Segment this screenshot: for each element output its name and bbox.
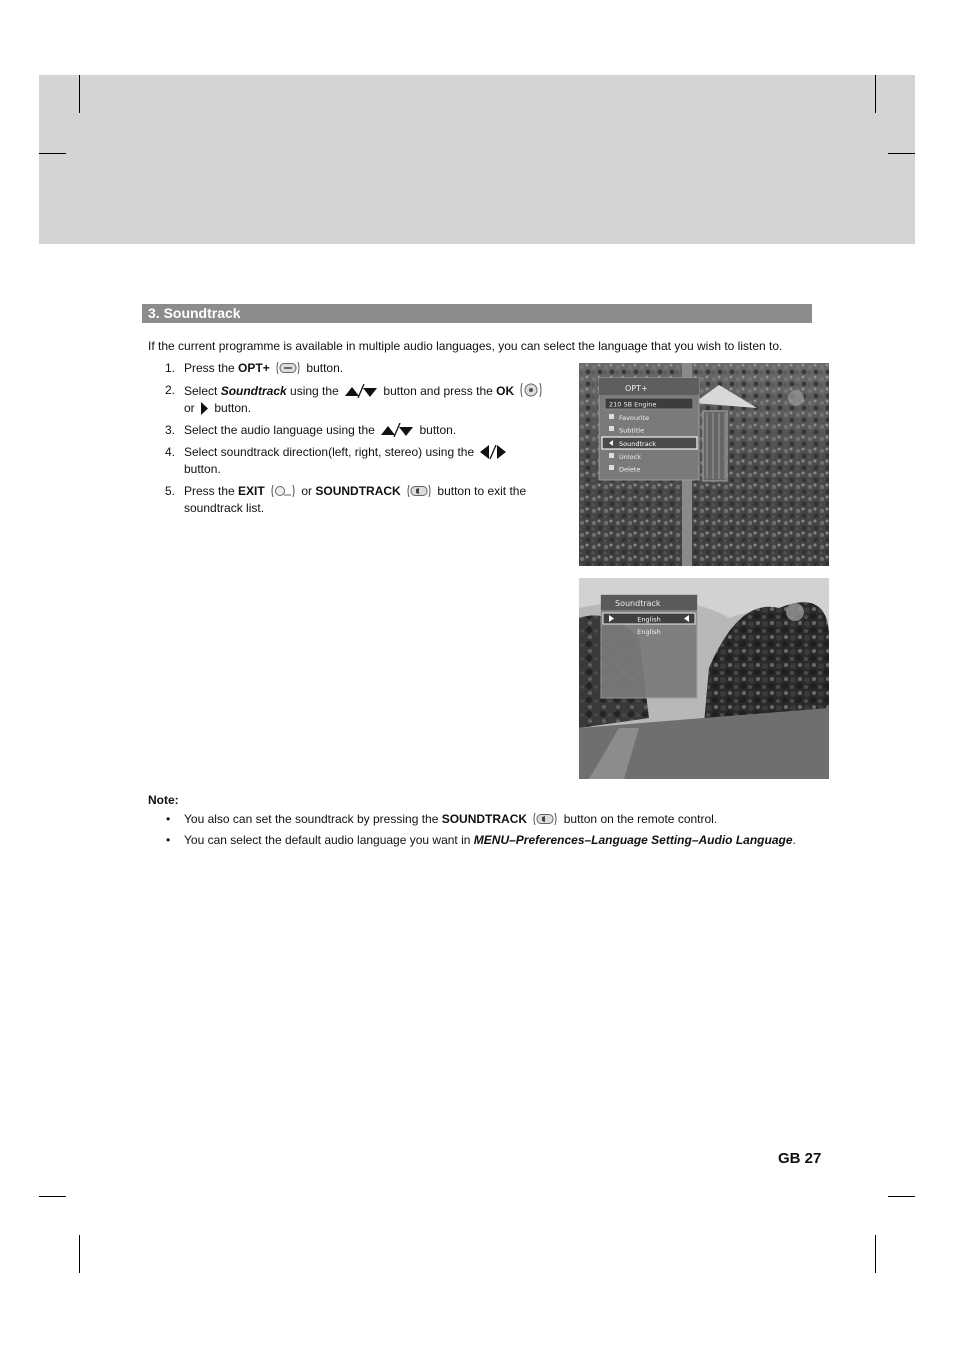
opt-menu-screenshot: [579, 363, 829, 566]
crop-mark: [79, 75, 80, 113]
step-text: button to exit the soundtrack list.: [184, 484, 527, 515]
soundtrack-language-selector: [603, 613, 695, 624]
note-text: You also can set the soundtrack by pressing the: [184, 812, 442, 826]
key-name: OPT+: [238, 361, 270, 375]
opt-plus-button-icon: [275, 361, 301, 375]
step-number: 1.: [165, 361, 176, 375]
key-name: SOUNDTRACK: [441, 812, 528, 826]
step-text: Select soundtrack direction(left, right, stereo) using the: [184, 445, 478, 459]
crop-mark: [39, 153, 66, 154]
step-text: button.: [416, 423, 457, 437]
step-number: 3.: [165, 423, 176, 437]
exit-button-icon: [270, 484, 296, 498]
header-band: [39, 75, 915, 244]
step-3: [160, 422, 560, 439]
opt-menu-item-soundtrack: [602, 437, 697, 449]
soundtrack-dialog-title: Soundtrack: [615, 599, 661, 608]
note-title: Note:: [148, 793, 179, 807]
bullet-dot: •: [166, 833, 171, 847]
crop-mark: [888, 1196, 915, 1197]
crop-mark: [888, 153, 915, 154]
opt-menu-screen: [579, 363, 829, 566]
note-text: .: [792, 833, 796, 847]
svg-text:Unlock: Unlock: [619, 453, 641, 461]
step-text: button.: [211, 401, 252, 415]
crop-mark: [79, 1235, 80, 1273]
step-text: using the: [286, 384, 343, 398]
up-down-arrow-icon: [344, 384, 378, 398]
step-text: or: [184, 401, 199, 415]
crop-mark: [875, 75, 876, 113]
svg-text:English: English: [637, 615, 661, 624]
step-text: or: [298, 484, 316, 498]
key-name: OK: [496, 384, 515, 398]
step-4: [160, 444, 560, 478]
step-number: 5.: [165, 484, 176, 498]
step-number: 4.: [165, 445, 176, 459]
steps-list: [160, 360, 560, 522]
soundtrack-button-icon: [532, 812, 558, 826]
crop-mark: [875, 1235, 876, 1273]
svg-text:Soundtrack: Soundtrack: [619, 440, 657, 448]
page-number: GB 27: [778, 1150, 822, 1167]
soundtrack-language-option: English: [637, 628, 661, 636]
section-title: 3. Soundtrack: [142, 304, 812, 323]
svg-text:Favourite: Favourite: [619, 414, 650, 422]
opt-menu-title: OPT+: [625, 384, 648, 393]
key-name: EXIT: [238, 484, 265, 498]
soundtrack-button-icon: [406, 484, 432, 498]
step-text: Select: [184, 384, 221, 398]
soundtrack-screenshot: [579, 578, 829, 779]
key-name: SOUNDTRACK: [315, 484, 401, 498]
svg-text:Delete: Delete: [619, 465, 641, 474]
opt-menu-channel: 210 SB Engine: [609, 400, 657, 409]
step-text: button and press the: [380, 384, 497, 398]
step-text: button.: [184, 462, 221, 476]
step-1: [160, 360, 560, 377]
note-section: [148, 792, 808, 853]
intro-text: If the current programme is available in multiple audio languages, you can select the language that you wish to listen to.: [148, 339, 783, 353]
menu-item-name: Soundtrack: [220, 384, 287, 398]
note-bullet-2: [148, 832, 808, 848]
up-down-arrow-icon: [380, 423, 414, 437]
step-text: Select the audio language using the: [184, 423, 379, 437]
note-text: button on the remote control.: [560, 812, 718, 826]
soundtrack-screen: [579, 578, 829, 779]
bullet-dot: •: [166, 812, 171, 826]
step-text: button.: [303, 361, 344, 375]
crop-mark: [39, 1196, 66, 1197]
note-bullet-1: [148, 811, 808, 827]
right-arrow-icon: [200, 402, 209, 415]
step-2: [160, 382, 560, 417]
step-text: Press the: [184, 361, 239, 375]
step-5: [160, 483, 560, 517]
ok-button-icon: [520, 382, 542, 398]
left-right-arrow-icon: [479, 445, 507, 459]
note-text: You can select the default audio language you want in: [184, 833, 474, 847]
menu-path: MENU–Preferences–Language Setting–Audio Language: [473, 833, 793, 847]
step-number: 2.: [165, 383, 176, 397]
step-text: Press the: [184, 484, 239, 498]
svg-text:Subtitle: Subtitle: [619, 426, 645, 435]
